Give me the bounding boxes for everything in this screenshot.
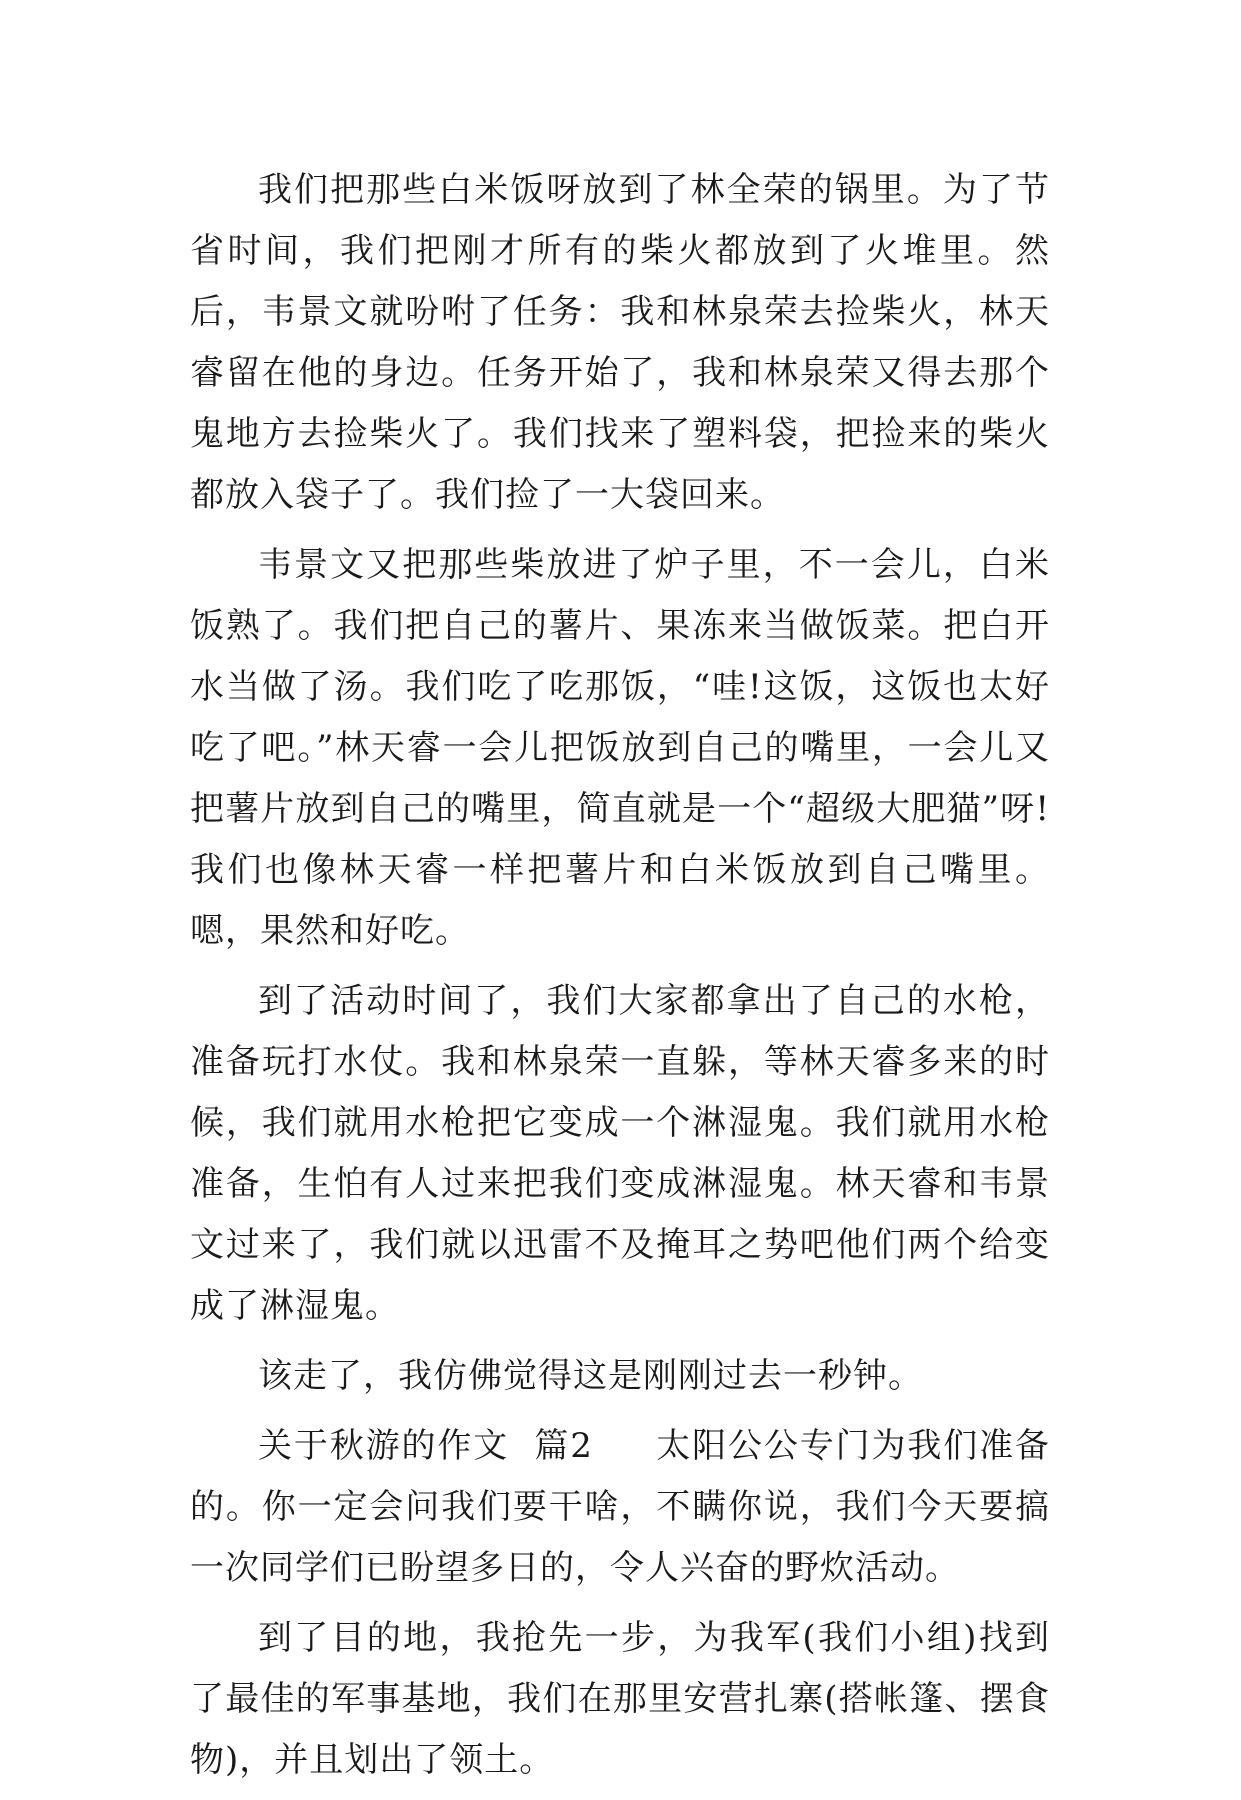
paragraph-4: 该走了，我仿佛觉得这是刚刚过去一秒钟。 [258, 1356, 923, 1396]
paragraph-3: 到了活动时间了，我们大家都拿出了自己的水枪，准备玩打水仗。我和林泉荣一直躲，等林天睿多来的时候，我们就用水枪把它变成一个淋湿鬼。我们就用水枪准备，生怕有人过来把我们变成淋湿鬼。林天睿和韦景文过来了，我们就以迅雷不及掩耳之势吧他们两个给变成了淋湿鬼。 [190, 981, 1050, 1326]
document-body [190, 160, 1050, 1800]
paragraph-2: 韦景文又把那些柴放进了炉子里，不一会儿，白米饭熟了。我们把自己的薯片、果冻来当做饭菜。把白开水当做了汤。我们吃了吃那饭，“哇!这饭，这饭也太好吃了吧。”林天睿一会儿把饭放到自己的嘴里，一会儿又把薯片放到自己的嘴里，简直就是一个“超级大肥猫”呀!我们也像林天睿一样把薯片和白米饭放到自己嘴里。嗯，果然和好吃。 [190, 545, 1050, 951]
paragraph-6: 到了目的地，我抢先一步，为我军(我们小组)找到了最佳的军事基地，我们在那里安营扎寨(搭帐篷、摆食物)，并且划出了领土。 [190, 1618, 1050, 1780]
paragraph-1: 我们把那些白米饭呀放到了林全荣的锅里。为了节省时间，我们把刚才所有的柴火都放到了火堆里。然后，韦景文就吩咐了任务：我和林泉荣去捡柴火，林天睿留在他的身边。任务开始了，我和林泉荣又得去那个鬼地方去捡柴火了。我们找来了塑料袋，把捡来的柴火都放入袋子了。我们捡了一大袋回来。 [190, 170, 1050, 515]
paragraph-5-section-heading: 关于秋游的作文 篇2 太阳公公专门为我们准备的。你一定会问我们要干啥，不瞒你说，我们今天要搞一次同学们已盼望多日的，令人兴奋的野炊活动。 [190, 1426, 1050, 1588]
